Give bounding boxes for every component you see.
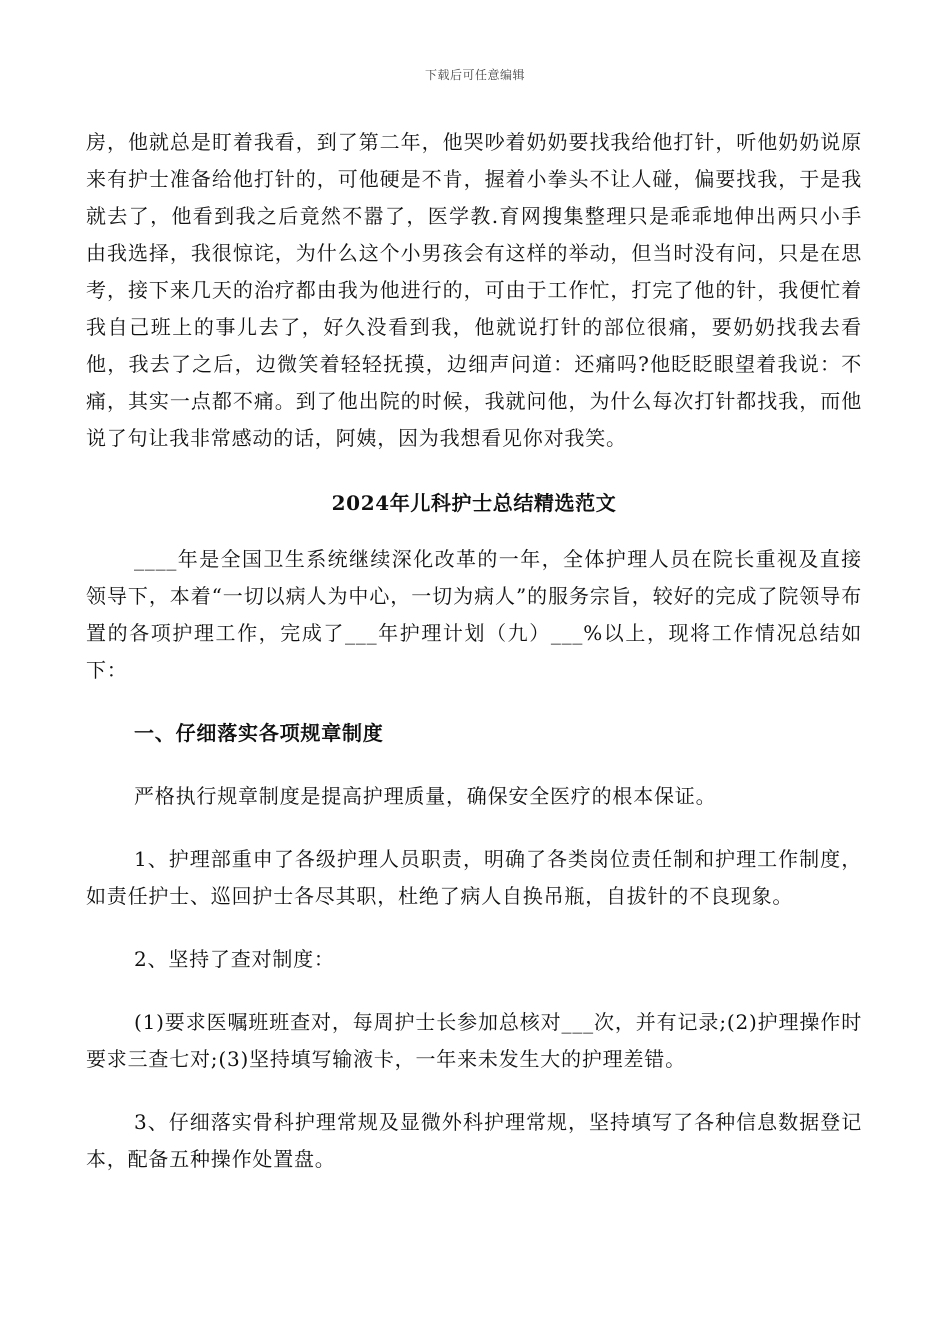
page-header: 下载后可任意编辑 <box>424 68 525 82</box>
article-title: 2024年儿科护士总结精选范文 <box>331 491 617 515</box>
item-2-paragraph: 2、坚持了查对制度： <box>134 947 335 971</box>
item-1-paragraph: 1、护理部重申了各级护理人员职责，明确了各类岗位责任制和护理工作制度，如责任护士、巡回护士各尽其职，杜绝了病人自换吊瓶，自拔针的不良现象。 <box>86 847 862 908</box>
opening-paragraph: ____年是全国卫生系统继续深化改革的一年，全体护理人员在院长重视及直接领导下，本着“一切以病人为中心，一切为病人”的服务宗旨，较好的完成了院领导布置的各项护理工作，完成了___年护理计划（九）___%以上，现将工作情况总结如下： <box>86 547 862 682</box>
item-3-paragraph: 3、仔细落实骨科护理常规及显微外科护理常规，坚持填写了各种信息数据登记本，配备五种操作处置盘。 <box>86 1110 862 1171</box>
document-body <box>86 124 862 1178</box>
intro-paragraph: 房，他就总是盯着我看，到了第二年，他哭吵着奶奶要找我给他打针，听他奶奶说原来有护士准备给他打针的，可他硬是不肯，握着小拳头不让人碰，偏要找我，于是我就去了，他看到我之后竟然不嚣了，医学教.育网搜集整理只是乖乖地伸出两只小手由我选择，我很惊诧，为什么这个小男孩会有这样的举动，但当时没有问，只是在思考，接下来几天的治疗都由我为他进行的，可由于工作忙，打完了他的针，我便忙着我自己班上的事儿去了，好久没看到我，他就说打针的部位很痛，要奶奶找我去看他，我去了之后，边微笑着轻轻抚摸，边细声问道：还痛吗?他眨眨眼望着我说：不痛，其实一点都不痛。到了他出院的时候，我就问他，为什么每次打针都找我，而他说了句让我非常感动的话，阿姨，因为我想看见你对我笑。 <box>86 130 862 450</box>
item-2-detail-paragraph: (1)要求医嘱班班查对，每周护士长参加总核对___次，并有记录;(2)护理操作时要求三查七对;(3)坚持填写输液卡，一年来未发生大的护理差错。 <box>86 1010 862 1071</box>
section-heading: 一、仔细落实各项规章制度 <box>134 721 384 745</box>
section-lead-paragraph: 严格执行规章制度是提高护理质量，确保安全医疗的根本保证。 <box>134 784 717 808</box>
